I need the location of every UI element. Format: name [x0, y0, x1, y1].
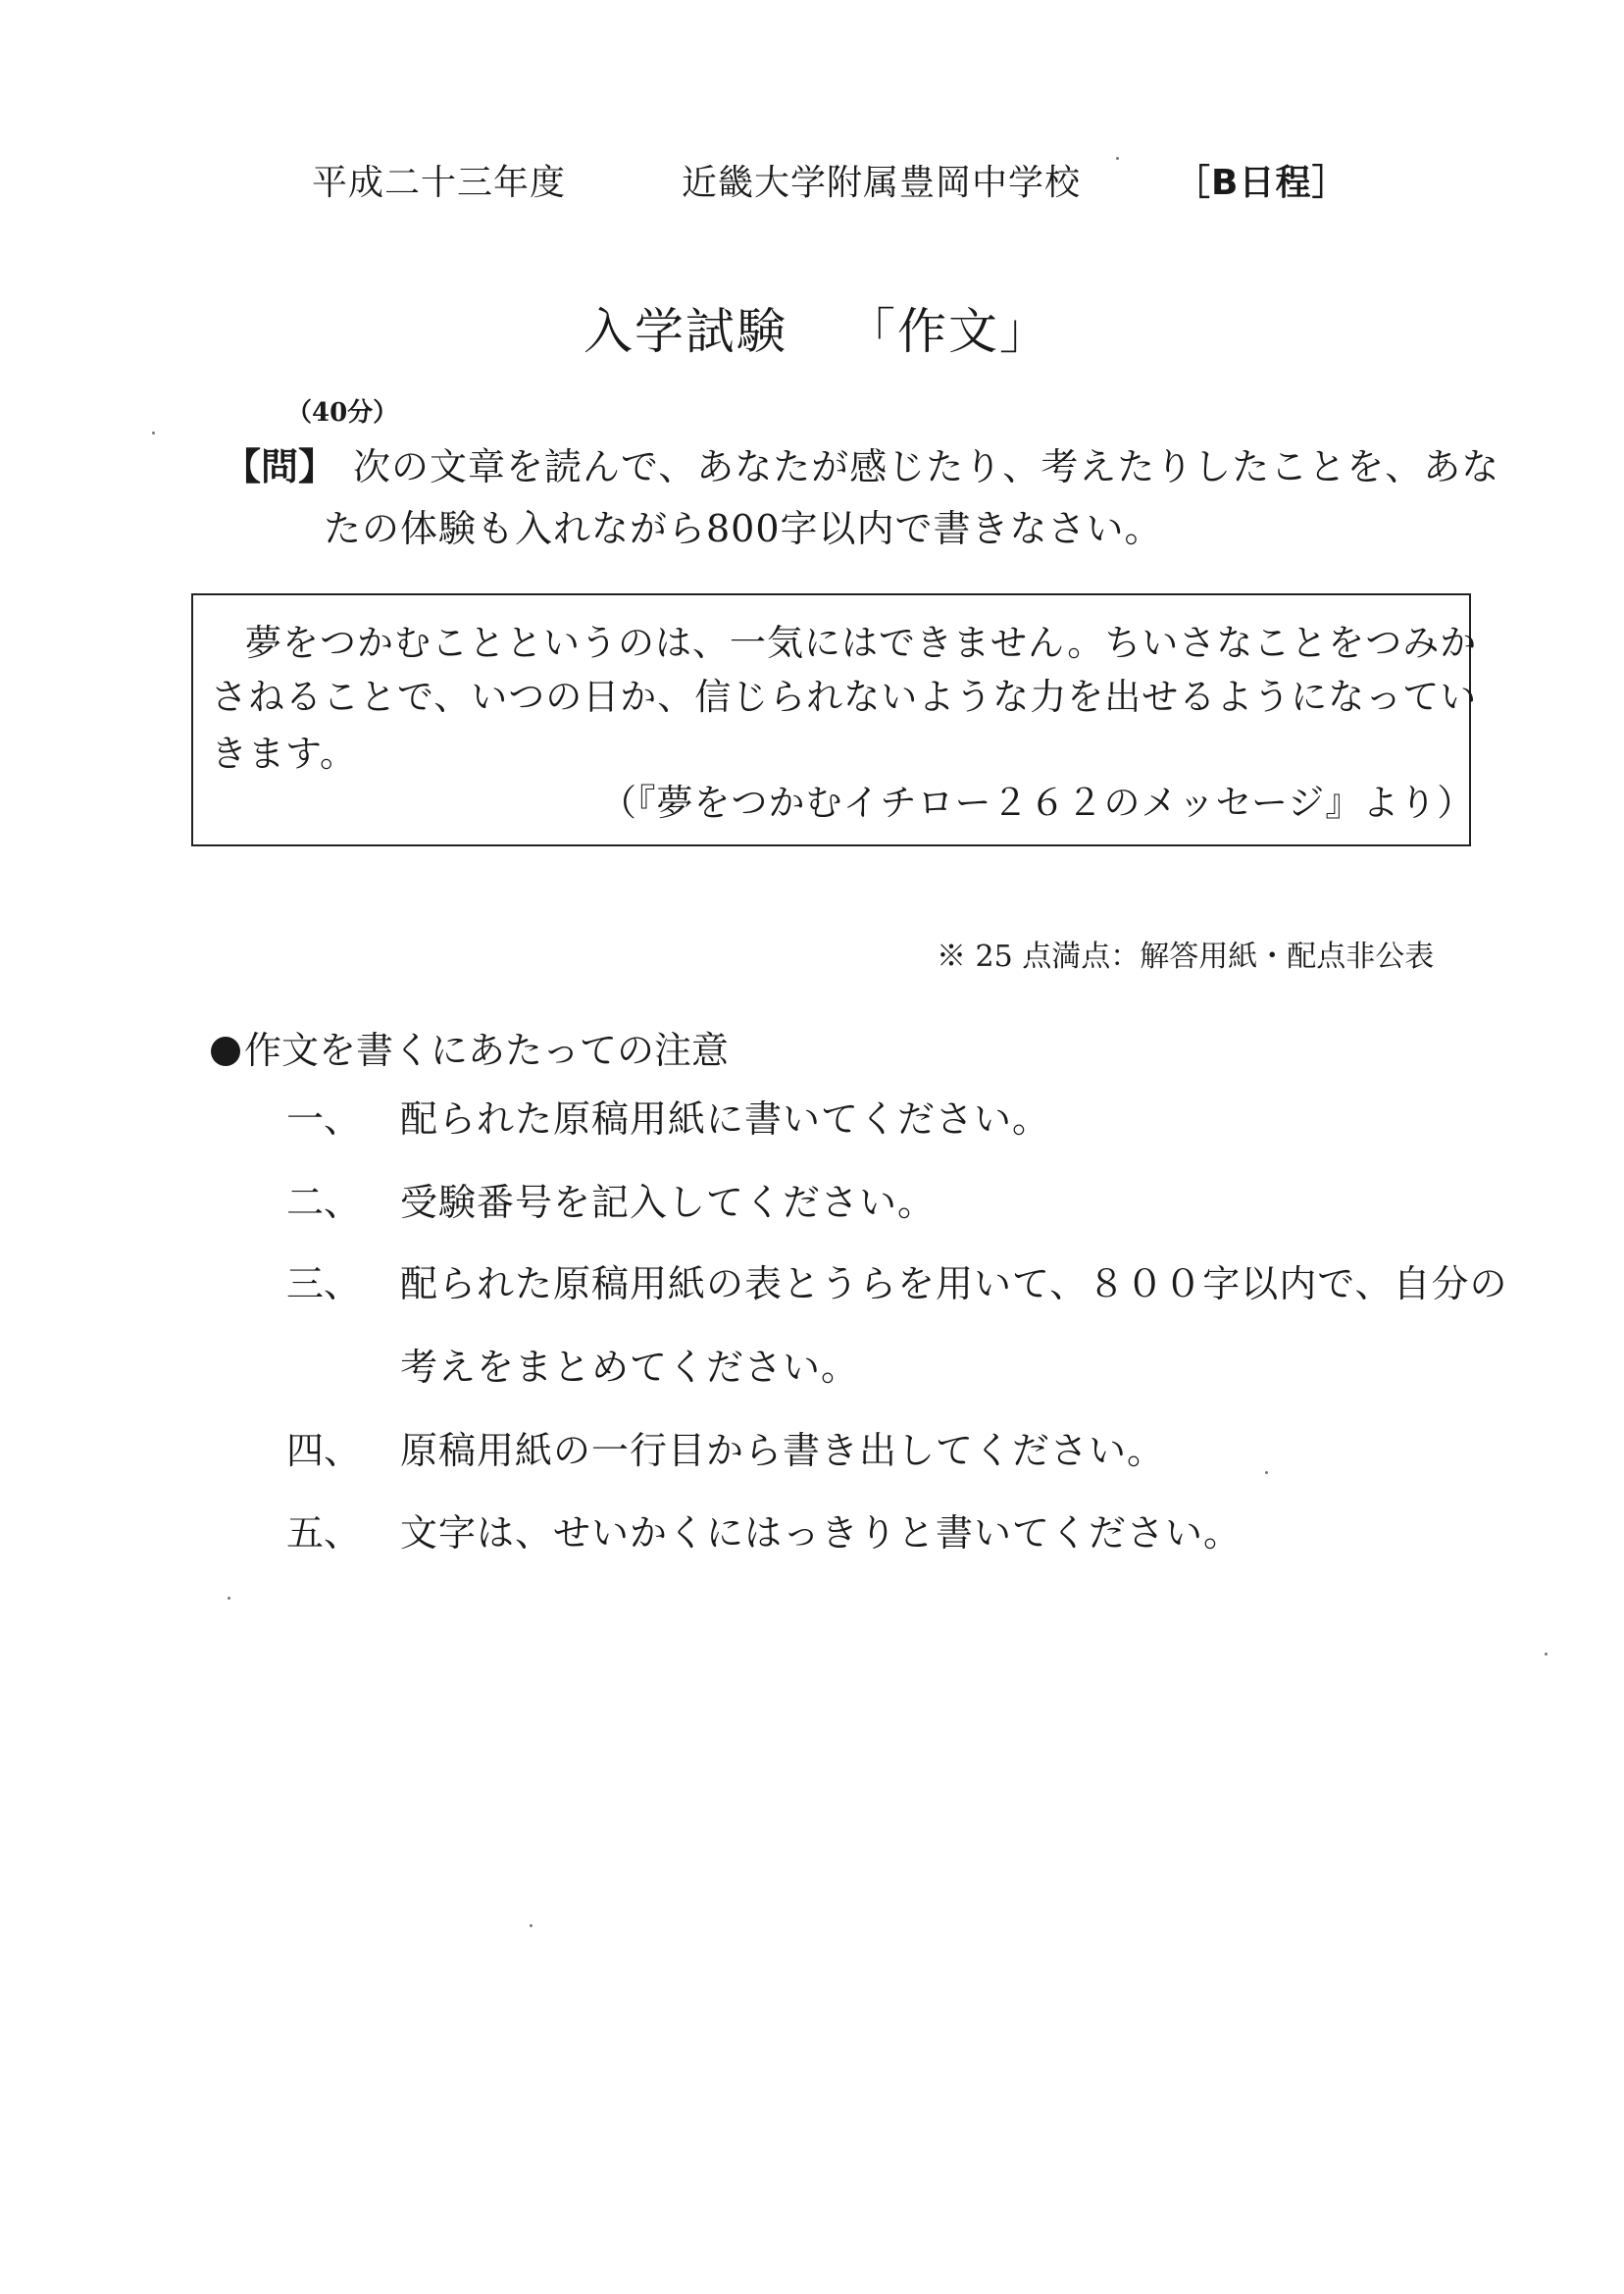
caution-text: 受験番号を記入してください。 — [400, 1181, 937, 1224]
question-label: 【問】 — [224, 444, 336, 488]
caution-text: 配られた原稿用紙の表とうらを用いて、８００字以内で、自分の — [400, 1262, 1508, 1305]
quote-source: （『夢をつかむイチロー２６２のメッセージ』より） — [600, 782, 1475, 824]
quote-line1: 夢をつかむことというのは、一気にはできません。ちいさなことをつみか — [245, 622, 1478, 664]
time-limit: （40分） — [286, 398, 399, 428]
exam-title — [584, 292, 1050, 363]
caution-number: 一、 — [286, 1097, 362, 1141]
header-schedule: ［B日程］ — [1175, 163, 1348, 203]
caution-number: 四、 — [286, 1429, 362, 1472]
caution-number: 五、 — [286, 1511, 362, 1555]
scan-speck — [1265, 1471, 1268, 1474]
caution-number: 二、 — [286, 1181, 362, 1224]
scan-speck — [228, 1597, 230, 1600]
score-note: ※ 25 点満点：解答用紙・配点非公表 — [937, 940, 1435, 974]
exam-title-subject: 「作文」 — [846, 303, 1050, 360]
question-text-line1: 次の文章を読んで、あなたが感じたり、考えたりしたことを、あな — [353, 445, 1500, 488]
question-text-line2: たの体験も入れながら800字以内で書きなさい。 — [324, 507, 1163, 550]
exam-title-main: 入学試験 — [584, 303, 787, 360]
caution-text: 原稿用紙の一行目から書き出してください。 — [400, 1429, 1166, 1472]
scan-speck — [1545, 1653, 1548, 1656]
caution-text: 文字は、せいかくにはっきりと書いてください。 — [400, 1511, 1243, 1555]
caution-number: 三、 — [286, 1262, 362, 1305]
cautions-title: 作文を書くにあたっての注意 — [244, 1029, 730, 1072]
cautions-heading — [211, 1020, 729, 1074]
caution-text-continued: 考えをまとめてください。 — [400, 1346, 860, 1389]
header-school-name: 近畿大学附属豊岡中学校 — [682, 163, 1082, 203]
scan-speck — [1116, 157, 1119, 160]
caution-text: 配られた原稿用紙に書いてください。 — [400, 1097, 1051, 1141]
bullet-icon — [211, 1037, 240, 1066]
quote-line3: きます。 — [211, 733, 358, 775]
scan-speck — [152, 432, 155, 434]
quote-line2: さねることで、いつの日か、信じられないような力を出せるようになってい — [211, 676, 1478, 718]
header-year: 平成二十三年度 — [312, 163, 567, 203]
scan-speck — [530, 1924, 533, 1927]
